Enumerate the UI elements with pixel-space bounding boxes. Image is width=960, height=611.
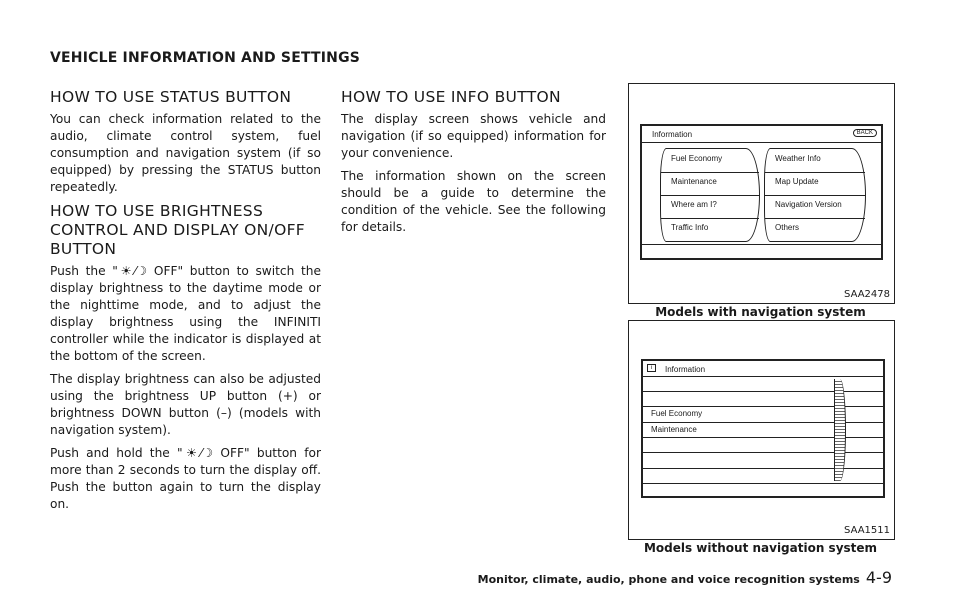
info-screen — [640, 124, 883, 260]
menu-item: Map Update — [775, 177, 819, 186]
footer-text: Monitor, climate, audio, phone and voice recognition systems — [477, 573, 860, 586]
paragraph: The information shown on the screen should be a guide to determine the condition of the vehicle. See the following for details. — [341, 169, 606, 234]
figure-code: SAA2478 — [844, 289, 890, 300]
info-icon: i — [647, 364, 656, 372]
middle-column — [341, 88, 606, 242]
figure-code: SAA1511 — [844, 525, 890, 536]
menu-item: Fuel Economy — [671, 154, 723, 163]
section-title: VEHICLE INFORMATION AND SETTINGS — [50, 50, 361, 66]
heading-brightness: HOW TO USE BRIGHTNESS CONTROL AND DISPLAY ON/OFF BUTTON — [50, 202, 306, 258]
info-screen — [641, 359, 885, 498]
figure-caption: Models with navigation system — [655, 305, 866, 319]
figure-caption: Models without navigation system — [643, 541, 878, 555]
figure-with-navigation — [628, 83, 895, 304]
list-item: Maintenance — [651, 425, 697, 434]
page-number: 4-9 — [865, 568, 892, 587]
screen-title: Information — [665, 365, 706, 374]
left-column — [50, 88, 321, 519]
paragraph: The display screen shows vehicle and navigation (if so equipped) information for your convenience. — [341, 112, 606, 160]
heading-status: HOW TO USE STATUS BUTTON — [50, 88, 292, 106]
menu-item: Others — [775, 223, 800, 232]
paragraph: Push the "☀⁄☽ OFF" button to switch the display brightness to the daytime mode or the nighttime mode, and to adjust the display brightness using the INFINITI controller while the indicator is displayed at the bottom of the screen. — [50, 264, 321, 363]
left-menu — [660, 148, 760, 242]
right-menu — [764, 148, 866, 242]
menu-item: Weather Info — [775, 154, 821, 163]
menu-item: Navigation Version — [775, 200, 842, 209]
menu-item: Where am I? — [671, 200, 717, 209]
paragraph: Push and hold the "☀⁄☽ OFF" button for more than 2 seconds to turn the display off. Push the button again to turn the display on. — [50, 446, 321, 511]
paragraph: The display brightness can also be adjusted using the brightness UP button (+) or brightness DOWN button (–) (models with navigation system). — [50, 372, 321, 437]
menu-item: Traffic Info — [671, 223, 709, 232]
scrollbar[interactable] — [834, 379, 846, 481]
paragraph: You can check information related to the audio, climate control system, fuel consumption and navigation system (if so equipped) by pressing the STATUS button repeatedly. — [50, 112, 321, 194]
screen-title: Information — [652, 130, 693, 139]
page-footer — [478, 568, 892, 587]
list-item: Fuel Economy — [651, 409, 703, 418]
back-button: BACK — [853, 129, 877, 137]
figure-without-navigation — [628, 320, 895, 540]
menu-item: Maintenance — [671, 177, 717, 186]
heading-info: HOW TO USE INFO BUTTON — [341, 88, 561, 106]
